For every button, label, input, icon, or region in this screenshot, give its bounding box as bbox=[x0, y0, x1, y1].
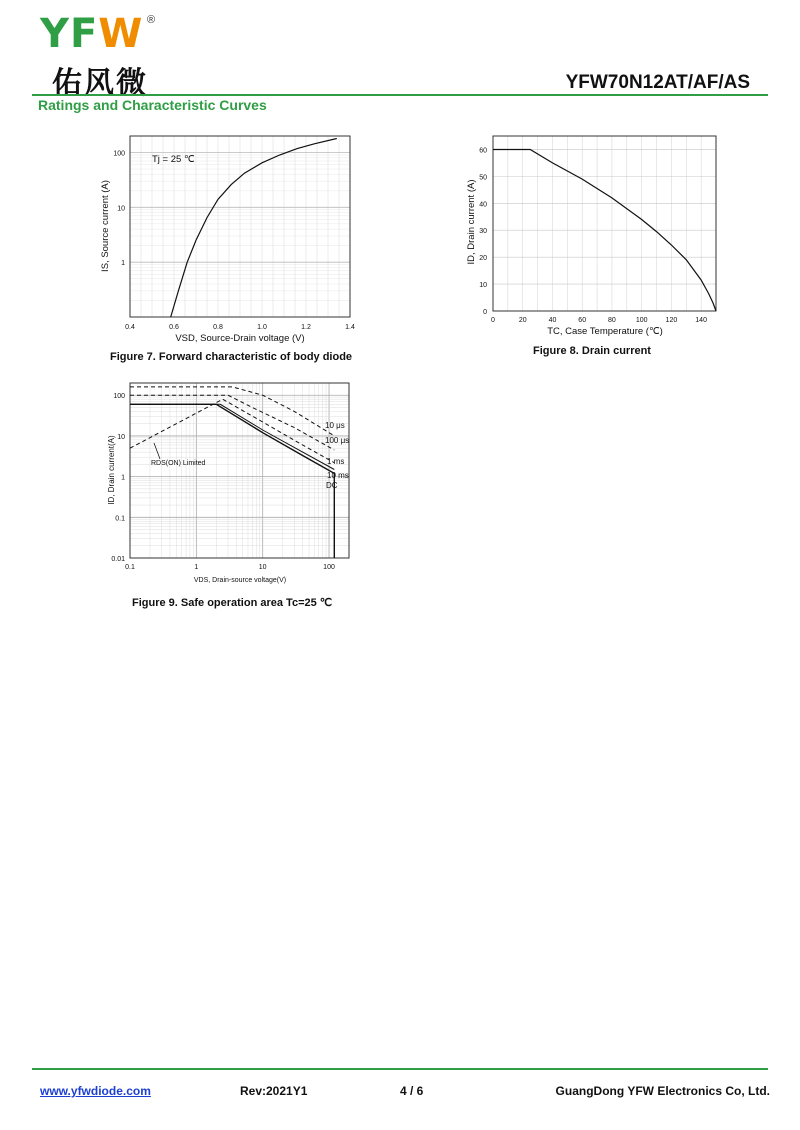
fig7-x-axis-label: VSD, Source-Drain voltage (V) bbox=[175, 333, 305, 344]
fig8-x-axis-label: TC, Case Temperature (℃) bbox=[547, 326, 663, 337]
footer-revision: Rev:2021Y1 bbox=[240, 1084, 308, 1098]
fig8-x-tick-label: 100 bbox=[635, 317, 648, 324]
fig7-y-tick-label: 100 bbox=[113, 150, 125, 158]
logo-letters: YFW bbox=[40, 11, 144, 57]
fig7-plot-frame bbox=[130, 136, 350, 317]
footer-company: GuangDong YFW Electronics Co, Ltd. bbox=[555, 1084, 770, 1098]
fig8-y-tick-label: 10 bbox=[479, 282, 487, 290]
fig7-x-tick-label: 1.2 bbox=[301, 324, 311, 331]
fig7-x-tick-label: 0.4 bbox=[125, 324, 135, 331]
fig9-x-axis-label: VDS, Drain-source voltage(V) bbox=[193, 577, 287, 584]
footer-website[interactable] bbox=[40, 1084, 151, 1098]
fig9-annotation: RDS(ON) Limited bbox=[151, 460, 206, 467]
fig9-series-10s bbox=[130, 387, 334, 436]
fig8-y-tick-label: 60 bbox=[479, 147, 487, 155]
fig8-y-tick-label: 20 bbox=[479, 255, 487, 263]
part-number: YFW70N12AT/AF/AS bbox=[565, 72, 750, 93]
fig9-y-tick-label: 10 bbox=[117, 433, 125, 441]
fig8-y-tick-label: 50 bbox=[479, 174, 487, 182]
fig8-x-tick-label: 80 bbox=[608, 317, 616, 324]
fig8-plot-frame bbox=[493, 136, 716, 311]
fig9-y-tick-label: 0.1 bbox=[115, 515, 125, 523]
fig9-x-tick-label: 10 bbox=[258, 564, 267, 571]
fig9-series-label: 1 ms bbox=[327, 457, 345, 466]
fig8-y-tick-label: 30 bbox=[479, 228, 487, 236]
fig9-series-100s bbox=[130, 395, 334, 450]
footer-divider bbox=[32, 1068, 768, 1070]
fig7-y-axis-label: IS, Source current (A) bbox=[100, 180, 111, 272]
header-divider bbox=[32, 94, 768, 96]
fig9-y-tick-label: 100 bbox=[113, 393, 125, 401]
fig9-y-tick-label: 0.01 bbox=[111, 556, 125, 563]
fig9-series-dc bbox=[130, 404, 334, 558]
fig9-y-tick-label: 1 bbox=[121, 474, 125, 482]
fig9-x-tick-label: 0.1 bbox=[125, 564, 135, 571]
fig8-y-tick-label: 0 bbox=[483, 309, 487, 316]
fig9-series-label: DC bbox=[326, 481, 338, 490]
fig9-series-label: 100 μs bbox=[325, 436, 350, 445]
registered-mark: ® bbox=[147, 14, 156, 26]
logo-chinese-name: 佑风微 bbox=[52, 66, 148, 101]
website-link[interactable]: www.yfwdiode.com bbox=[40, 1084, 151, 1098]
fig9-series-10ms bbox=[130, 404, 334, 469]
fig9-x-tick-label: 100 bbox=[323, 564, 335, 571]
fig7-series-line bbox=[171, 139, 337, 318]
fig9-series-1ms bbox=[130, 399, 334, 463]
fig9-annotation-arrow bbox=[154, 443, 160, 459]
fig9-plot-frame bbox=[130, 383, 349, 558]
fig9-y-axis-label: ID, Drain current(A) bbox=[107, 435, 116, 505]
section-title: Ratings and Characteristic Curves bbox=[38, 97, 267, 113]
fig7-annotation: Tj = 25 ℃ bbox=[152, 154, 195, 165]
fig8-x-tick-label: 60 bbox=[578, 317, 587, 324]
company-logo bbox=[40, 11, 170, 101]
fig8-x-tick-label: 140 bbox=[695, 317, 707, 324]
fig7-y-tick-label: 10 bbox=[117, 205, 125, 213]
fig7-x-tick-label: 1.0 bbox=[257, 324, 267, 331]
fig7-x-tick-label: 0.8 bbox=[213, 324, 223, 331]
fig8-y-tick-label: 40 bbox=[479, 201, 487, 209]
fig9-series-label: 10 ms bbox=[327, 471, 349, 480]
fig8-series-line bbox=[493, 150, 716, 312]
fig8-x-tick-label: 40 bbox=[548, 317, 557, 324]
fig7-y-tick-label: 1 bbox=[121, 260, 125, 268]
fig8-x-tick-label: 120 bbox=[665, 317, 678, 324]
fig8-y-axis-label: ID, Drain current (A) bbox=[466, 179, 477, 265]
footer-page-number: 4 / 6 bbox=[400, 1084, 424, 1098]
fig8-x-tick-label: 0 bbox=[491, 317, 495, 324]
fig8-x-tick-label: 20 bbox=[518, 317, 527, 324]
fig7-x-tick-label: 0.6 bbox=[169, 324, 179, 331]
fig7-x-tick-label: 1.4 bbox=[345, 324, 355, 331]
fig9-x-tick-label: 1 bbox=[194, 564, 199, 571]
fig9-series-label: 10 μs bbox=[325, 421, 345, 430]
figure-8-caption: Figure 8. Drain current bbox=[533, 345, 651, 357]
figure-7-caption: Figure 7. Forward characteristic of body diode bbox=[110, 351, 353, 363]
figure-9-caption: Figure 9. Safe operation area Tc=25 ℃ bbox=[132, 597, 333, 609]
